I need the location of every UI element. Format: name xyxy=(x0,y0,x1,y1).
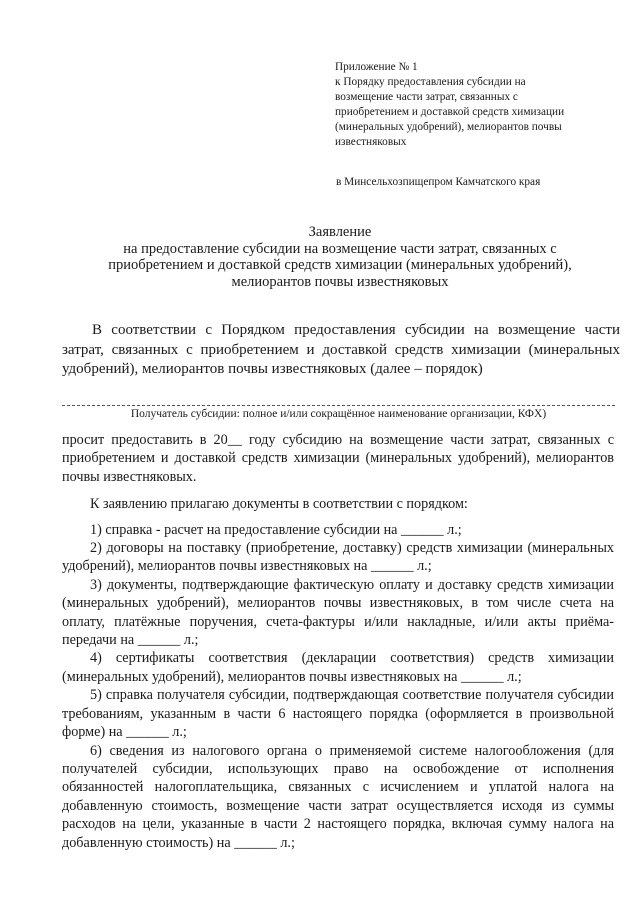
annex-line: к Порядку предоставления субсидии на xyxy=(335,76,526,88)
title-line: на предоставление субсидии на возмещение части затрат, связанных с xyxy=(123,240,557,257)
recipient-caption: Получатель субсидии: полное и/или сокращённое наименование организации, КФХ) xyxy=(130,408,547,420)
attachment-item: 3) документы, подтверждающие фактическую оплату и доставку средств химизации (минеральных удобрений), мелиорантов почвы известняковых, в том числе счета на оплату, платёжные поручения, счета-фактуры и/или накладные, и/или акты приёма-передачи на ______ л.; xyxy=(62,576,614,649)
annex-line: Приложение № 1 xyxy=(335,61,418,73)
title-line: мелиорантов почвы известняковых xyxy=(231,273,449,290)
attachment-item: 2) договоры на поставку (приобретение, доставку) средств химизации (минеральных удобрений), мелиорантов почвы известняковых на ______ л.; xyxy=(62,540,614,575)
attachment-item: 6) сведения из налогового органа о применяемой системе налогообложения (для получателей субсидии, использующих право на освобождение от исполнения обязанностей налогоплательщика, связанных с исчислением и уплатой налога на добавленную стоимость, возмещение части затрат осуществляется исходя из суммы расходов на цели, указанные в части 2 настоящего порядка, включая сумму налога на добавленную стоимость) на ______ л.; xyxy=(62,742,614,851)
intro-paragraph: В соответствии с Порядком предоставления субсидии на возмещение части затрат, связанных с приобретением и доставкой средств химизации (минеральных удобрений), мелиорантов почвы известняковых (далее – порядок) xyxy=(62,322,620,377)
attachments-heading: К заявлению прилагаю документы в соответствии с порядком: xyxy=(90,496,468,513)
annex-line: возмещение части затрат, связанных с xyxy=(335,91,518,103)
annex-line: (минеральных удобрений), мелиорантов почвы xyxy=(335,121,562,133)
title-heading: Заявление xyxy=(308,224,372,240)
annex-line: известняковых xyxy=(335,136,407,148)
application-body xyxy=(62,431,614,852)
addressee: в Минсельхозпищепром Камчатского края xyxy=(336,176,541,188)
intro-section xyxy=(62,321,620,380)
recipient-fill-line xyxy=(62,405,615,406)
document-title xyxy=(60,224,620,290)
annex-header xyxy=(335,60,615,150)
request-paragraph: просит предоставить в 20__ году субсидию на возмещение части затрат, связанных с приобретением и доставкой средств химизации (минеральных удобрений), мелиорантов почвы известняковых. xyxy=(62,432,614,485)
title-line: приобретением и доставкой средств химизации (минеральных удобрений), xyxy=(108,257,572,273)
attachment-item: 1) справка - расчет на предоставление субсидии на ______ л.; xyxy=(90,521,462,538)
attachment-item: 4) сертификаты соответствия (декларации соответствия) средств химизации (минеральных удобрений), мелиорантов почвы известняковых на ______ л.; xyxy=(62,650,614,685)
annex-line: приобретением и доставкой средств химизации xyxy=(335,106,565,118)
attachment-item: 5) справка получателя субсидии, подтверждающая соответствие получателя субсидии требованиям, указанным в части 6 настоящего порядка (оформляется в произвольной форме) на ______ л.; xyxy=(62,687,614,741)
